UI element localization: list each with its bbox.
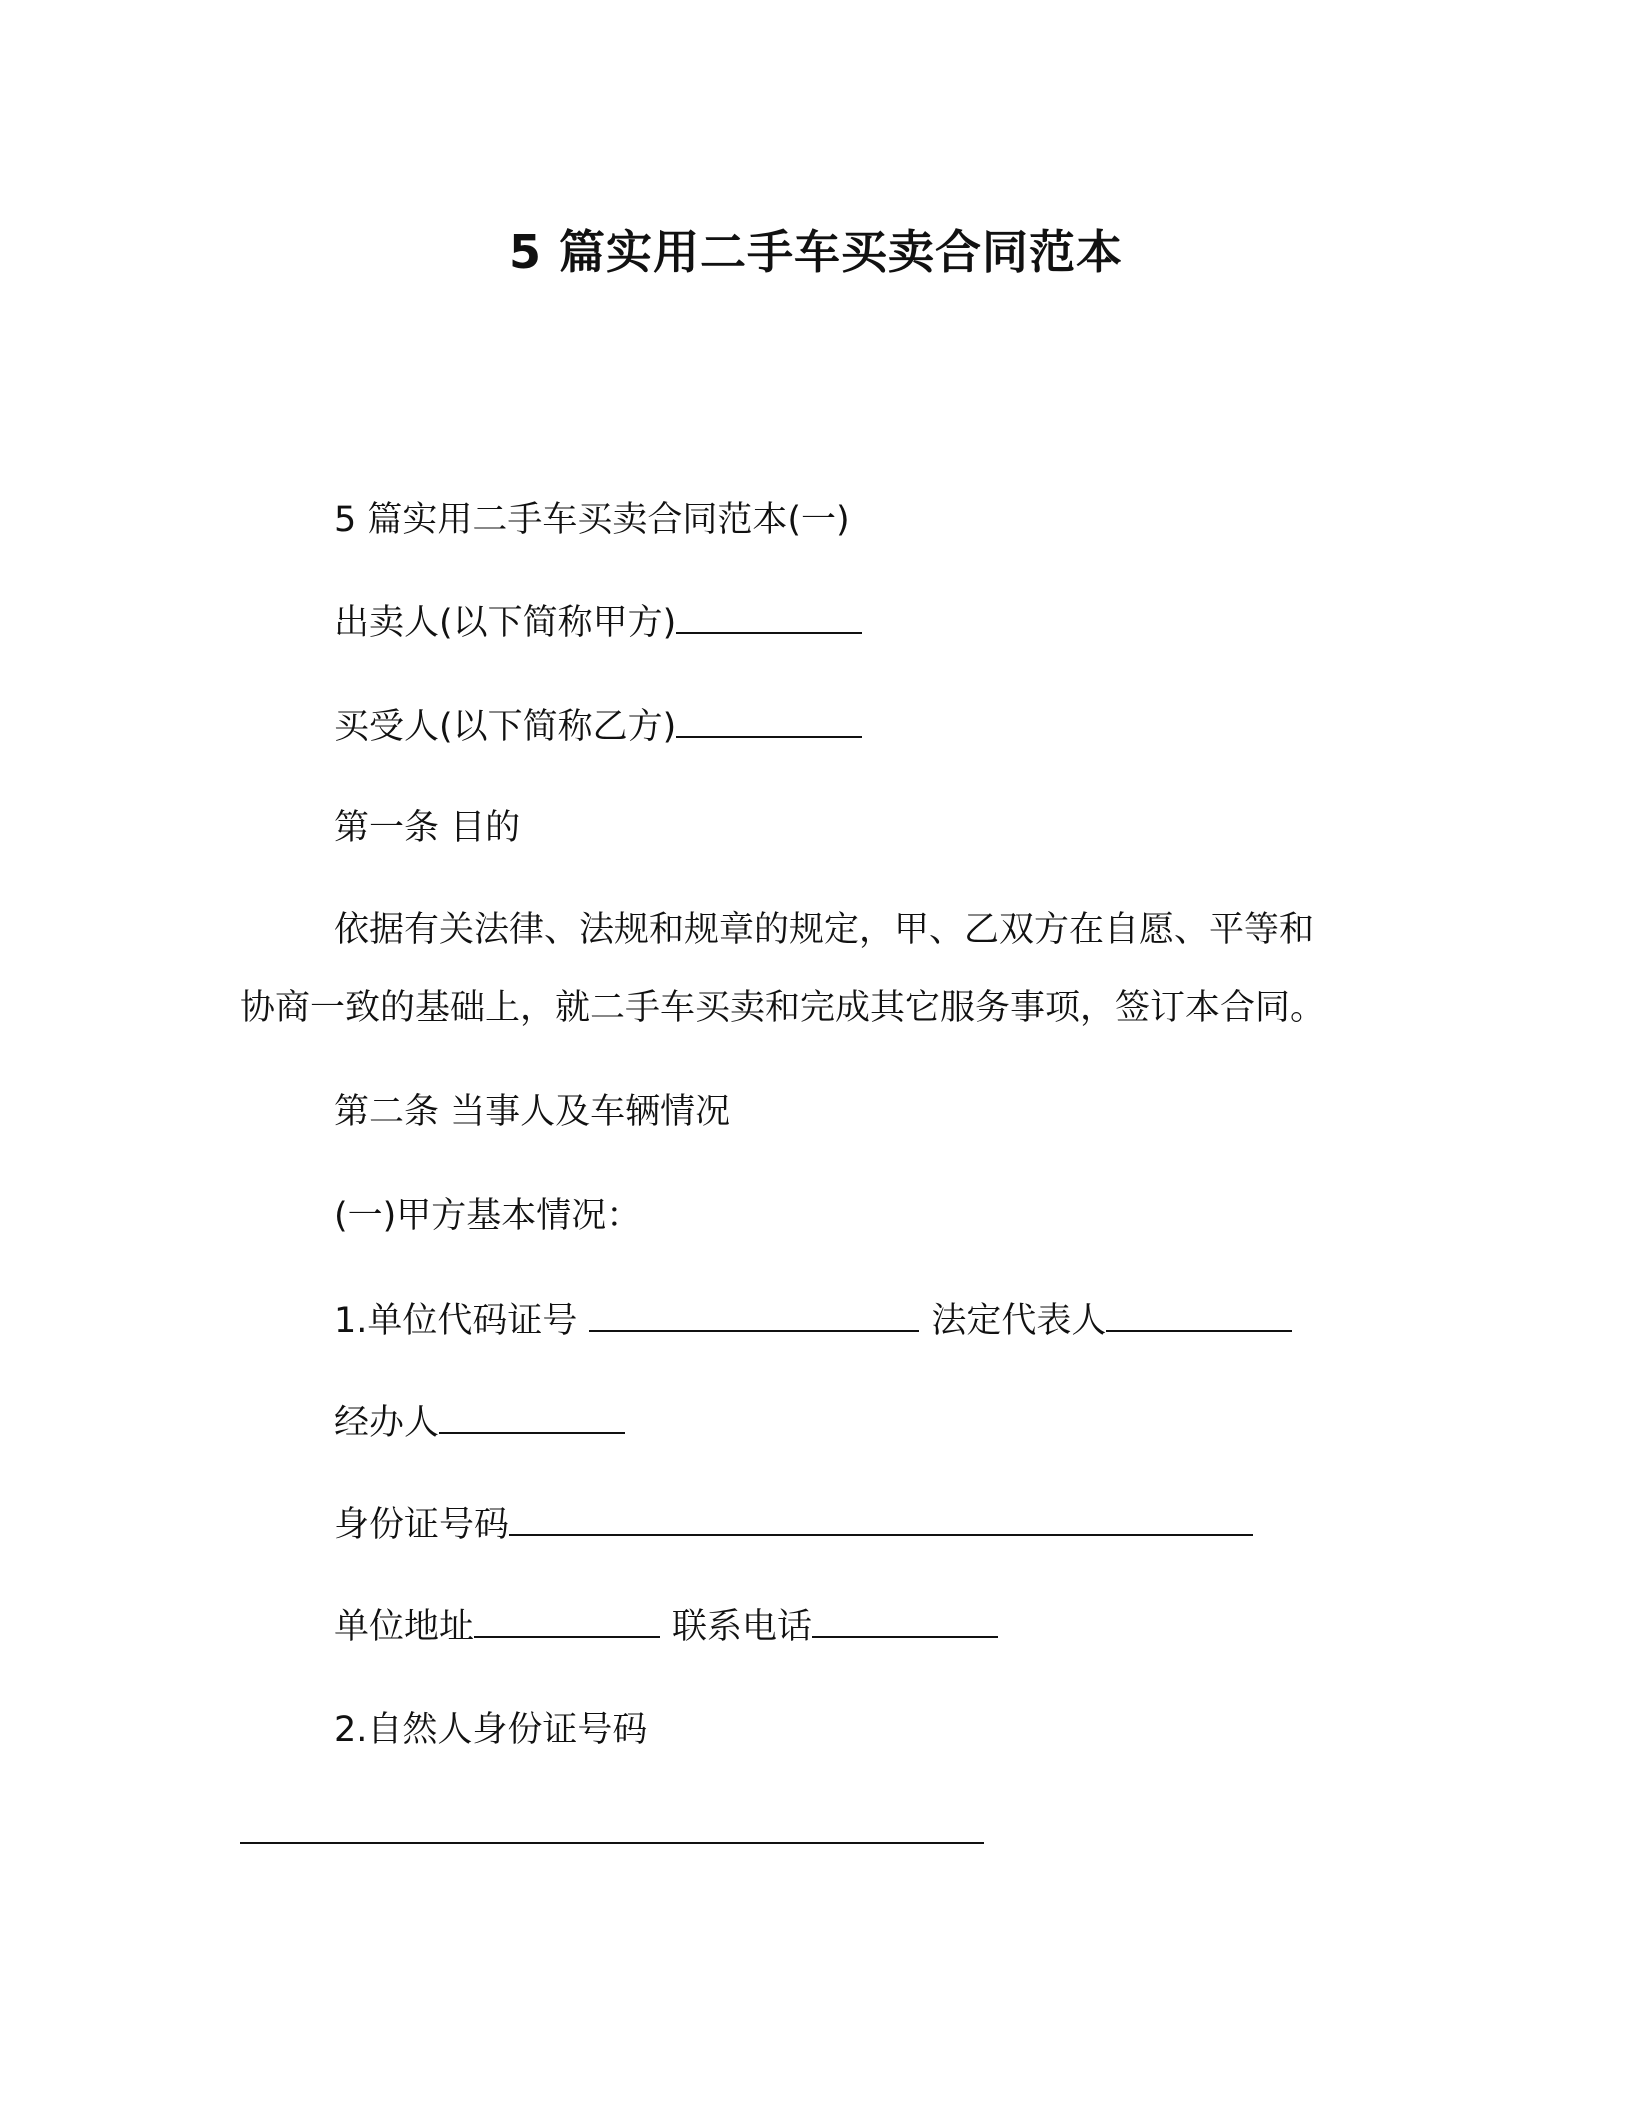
article1-heading: 第一条 目的 xyxy=(334,808,521,848)
address-phone-line xyxy=(334,1602,998,1651)
legal-rep-label: 法定代表人 xyxy=(931,1301,1107,1341)
natural-person-id-line xyxy=(240,1808,984,1857)
article1-text-line2: 协商一致的基础上，就二手车买卖和完成其它服务事项，签订本合同。 xyxy=(240,988,1326,1028)
handler-blank xyxy=(439,1398,625,1434)
natural-person-id-blank xyxy=(240,1808,984,1844)
party-a-heading: (一)甲方基本情况： xyxy=(334,1196,642,1236)
unit-address-blank xyxy=(474,1602,660,1638)
unit-code-blank xyxy=(589,1296,919,1332)
article2-heading: 第二条 当事人及车辆情况 xyxy=(334,1092,731,1132)
seller-label: 出卖人(以下简称甲方) xyxy=(334,603,677,643)
seller-blank xyxy=(676,598,862,634)
id-number-blank xyxy=(509,1500,1253,1536)
unit-code-line xyxy=(334,1296,1292,1345)
section-heading: 5 篇实用二手车买卖合同范本(一) xyxy=(334,500,850,540)
seller-line xyxy=(334,598,862,647)
unit-code-label: 1.单位代码证号 xyxy=(334,1301,578,1341)
id-number-line xyxy=(334,1500,1253,1549)
unit-address-label: 单位地址 xyxy=(334,1607,475,1647)
id-number-label: 身份证号码 xyxy=(334,1505,510,1545)
document-title: 5 篇实用二手车买卖合同范本 xyxy=(508,225,1124,279)
contact-phone-blank xyxy=(812,1602,998,1638)
buyer-blank xyxy=(676,702,862,738)
handler-label: 经办人 xyxy=(334,1403,440,1443)
legal-rep-blank xyxy=(1106,1296,1292,1332)
buyer-line xyxy=(334,702,862,751)
contact-phone-label: 联系电话 xyxy=(672,1607,813,1647)
buyer-label: 买受人(以下简称乙方) xyxy=(334,707,677,747)
natural-person-id-label: 2.自然人身份证号码 xyxy=(334,1710,648,1750)
article1-text-line1: 依据有关法律、法规和规章的规定，甲、乙双方在自愿、平等和 xyxy=(334,910,1315,950)
handler-line xyxy=(334,1398,625,1447)
